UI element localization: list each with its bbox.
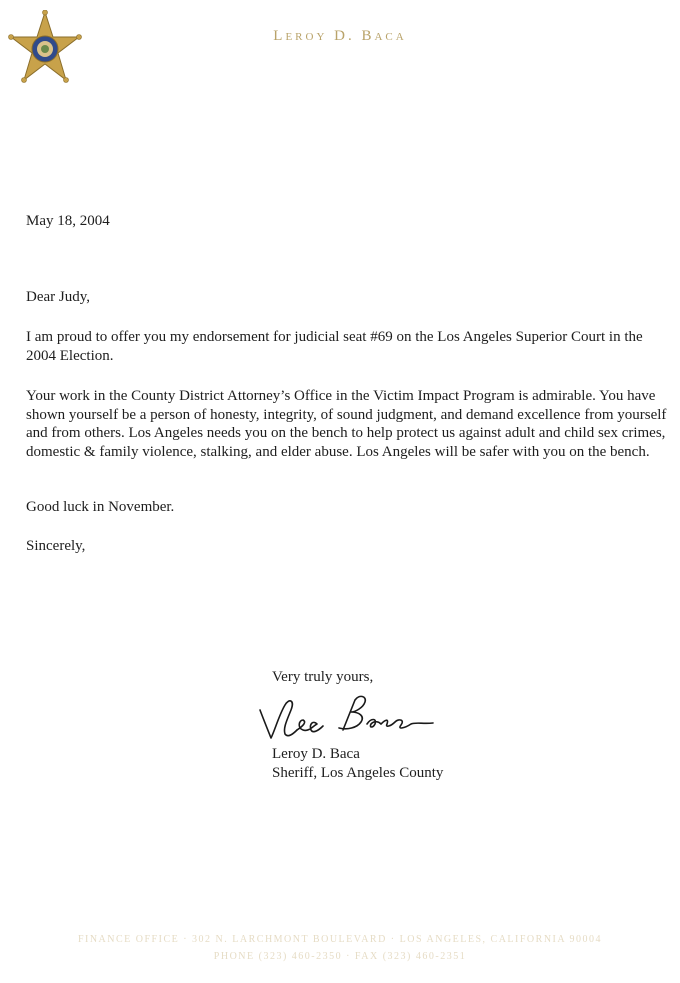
body-paragraph-good-luck: Good luck in November.	[26, 499, 175, 515]
letterhead-name: Leroy D. Baca	[273, 28, 407, 44]
salutation: Dear Judy,	[26, 289, 91, 305]
sign-off-sincerely: Sincerely,	[26, 538, 86, 554]
closing-phrase: Very truly yours,	[272, 669, 374, 685]
footer-phone: PHONE (323) 460-2350 · FAX (323) 460-2351	[213, 951, 467, 962]
body-paragraph-endorsement: I am proud to offer you my endorsement for judicial seat #69 on the Los Angeles Superior Court in the 2004 Election.	[26, 329, 643, 364]
body-paragraph-praise: Your work in the County District Attorney’s Office in the Victim Impact Program is admirable. You have shown yourself be a person of honesty, integrity, of sound judgment, and demand excellence from yourself and from others. Los Angeles needs you on the bench to help protect us against adult and child sex crimes, domestic & family violence, stalking, and elder abuse. Los Angeles will be safer with you on the bench.	[26, 388, 667, 460]
handwritten-signature	[255, 690, 455, 745]
signer-title: Sheriff, Los Angeles County	[272, 765, 444, 781]
footer-address: FINANCE OFFICE · 302 N. LARCHMONT BOULEVARD · LOS ANGELES, CALIFORNIA 90004	[77, 934, 603, 945]
sheriff-star-badge-icon	[8, 10, 82, 90]
letter-date: May 18, 2004	[26, 213, 110, 229]
signer-name: Leroy D. Baca	[272, 746, 360, 762]
